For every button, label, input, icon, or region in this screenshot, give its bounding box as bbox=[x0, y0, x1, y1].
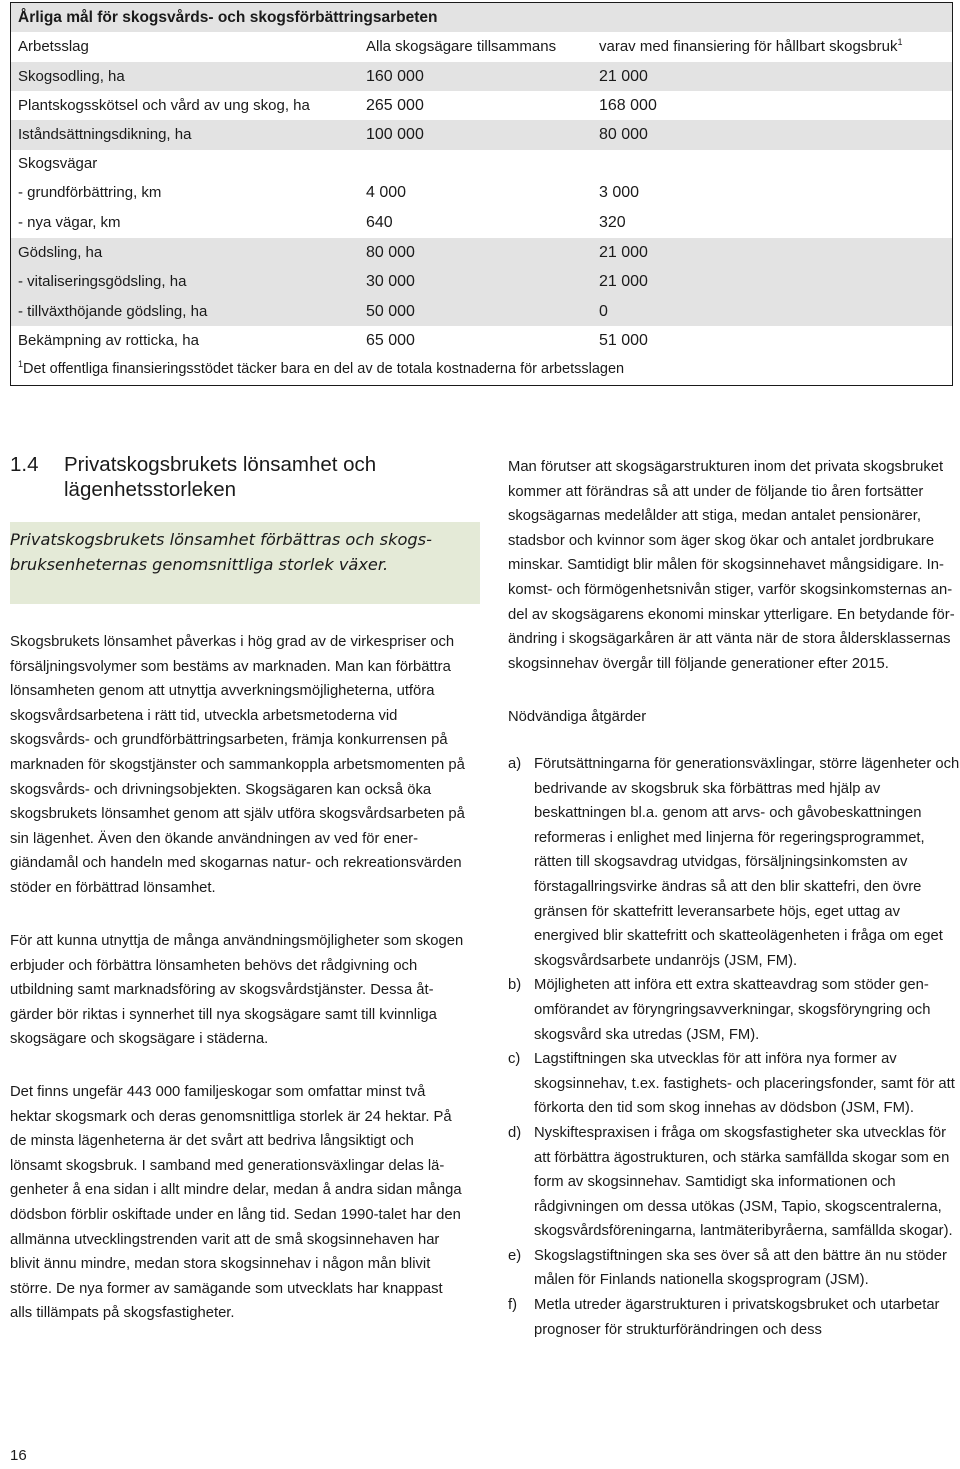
body-paragraph: För att kunna utnyttja de många användningsmöjligheter som skogen erbjuder och förbättra lönsamheten behövs det rådgivning och utbildning samt marknadsföring av skogsvårdstjänster. Dessa åtgärder bör riktas i synnerhet till nya skogsägare samt till kvinnliga skogsägare och skogsägare i städerna. bbox=[10, 933, 464, 1048]
list-item: c) Lagstiftningen ska utvecklas för att införa nya former av skogsinnehav, t.ex. fastighets- och placeringsfonder, samt för att förkorta den tid som skog innehas av dödsbon (JSM, FM). bbox=[508, 1051, 955, 1117]
table-row: - vitaliseringsgödsling, ha 30 000 21 000 bbox=[11, 267, 952, 297]
table-row: - tillväxthöjande gödsling, ha 50 000 0 bbox=[11, 297, 952, 326]
page-number: 16 bbox=[10, 1447, 27, 1464]
section-title: Privatskogsbrukets lönsamhet och lägenhetsstorleken bbox=[64, 453, 377, 501]
list-item: d) Nyskiftespraxisen i fråga om skogsfastigheter ska utvecklas för att förbättra ägostrukturen, och stärka samfällda skogar som en form av skogsinnehav. Samtidigt ska informationen och rådgivningen om dessa utökas (JSM, Tapio, skogscentralerna, skogsvårdsföreningarna, lantmäteribyråerna, samfällda skogar). bbox=[508, 1124, 953, 1240]
list-item: f) Metla utreder ägarstrukturen i privatskogsbruket och utarbetar prognoser för strukturförändringen och dess bbox=[508, 1297, 940, 1338]
table-row: - grundförbättring, km 4 000 3 000 bbox=[18, 184, 640, 201]
header-financed: varav med finansiering för hållbart skogsbruk$^1$ bbox=[599, 37, 903, 55]
goals-table bbox=[10, 2, 953, 386]
measures-list bbox=[508, 752, 960, 1342]
header-arbetsslag: Arbetsslag bbox=[18, 38, 89, 55]
table-row: Plantskogsskötsel och vård av ung skog, ha 265 000 168 000 bbox=[18, 97, 657, 114]
measures-heading: Nödvändiga åtgärder bbox=[508, 709, 647, 725]
section-number: 1.4 bbox=[10, 453, 39, 476]
lead-box bbox=[10, 522, 480, 604]
table-title: Årliga mål för skogsvårds- och skogsförbättringsarbeten bbox=[11, 3, 952, 32]
table-header-row bbox=[11, 38, 952, 62]
list-item: e) Skogslagstiftningen ska ses över så att den bättre än nu stöder målen för Finlands nationella skogsprogram (JSM). bbox=[508, 1247, 947, 1289]
list-item: b) Möjligheten att införa ett extra skatteavdrag som stöder genomförandet av föryngringsavverkningar, skogsföryngring och skogsvård ska utredas (JSM, FM). bbox=[508, 977, 931, 1043]
table-row: Bekämpning av rotticka, ha 65 000 51 000 bbox=[18, 332, 648, 349]
body-paragraph: Det finns ungefär 443 000 familjeskogar som omfattar minst två hektar skogsmark och deras genomsnittliga storlek är 24 hektar. På de minsta lägenheterna är det svårt att bedriva långsiktigt och lönsamt skogsbruk. I samband med generationsväxlingar delas lägenheter å ena sidan i allt mindre delar, medan å andra sidan många dödsbon förblir oskiftade under en lång tid. Sedan 1990-talet har den allmänna utvecklingstrenden varit att de små skogsinnehaven har blivit ännu mindre, medan stora skogsinnehav i någon mån blivit större. De nya former av samägande som utvecklats har knappast alls tillämpats på skogsfastigheter. bbox=[10, 1084, 462, 1322]
lead-text: Privatskogsbrukets lönsamhet förbättras och skogsbruksenheternas genomsnittliga storlek växer. bbox=[10, 530, 432, 574]
body-paragraph: Skogsbrukets lönsamhet påverkas i hög grad av de virkespriser och försäljningsvolymer som bestäms av marknaden. Man kan förbättra lönsamheten genom att utnyttja avverkningsmöjligheterna, utföra skogsvårdsarbetena i rätt tid, utveckla arbetsmetoderna vid skogsvårds- och grundförbättringsarbeten, främja konkurrensen på marknaden för skogstjänster och sammankoppla arbetsmomenten på skogsvårds- och drivningsobjekten. Skogsägaren kan också öka skogsbrukets lönsamhet genom att själv utföra skogsvårdsarbeten på sin lägenhet. Även den ökande användningen av ved för energiändamål och handeln med skogarnas natur- och rekreationsvärden stöder en förbättrad lönsamhet. bbox=[10, 634, 465, 896]
table-row: Skogsvägar bbox=[18, 155, 98, 172]
right-paragraph: Man förutser att skogsägarstrukturen inom det privata skogsbruket kommer att förändras så att under de följande tio åren fortsätter skogsägarnas medelålder att stiga, medan antalet pensionärer, stadsbor och kvinnor som äger skog ökar och antalet jordbrukare minskar. Samtidigt blir målen för skogsinnehavet mångsidigare. Inkomst- och förmögenhetsnivån stiger, varför skogsinkomsternas andel av skogsägarens ekonomi minskar ytterligare. En betydande förändring i skogsägarkåren är att vänta när de stora åldersklassernas skogsinnehav övergår till följande generationer efter 2015. bbox=[508, 459, 955, 672]
list-item: a) Förutsättningarna för generationsväxlingar, större lägenheter och bedrivande av skogsbruk ska förbättras med hjälp av beskattningen bl.a. genom att arvs- och gåvobeskattningen reformeras i enlighet med linjerna för regeringsprogrammet, rätten till skogsavdrag utvidgas, försäljningsinkomsten av förstagallringsvirke ändras så att den blir skattefri, den övre gränsen för skattefritt leveransarbete höjs, eget uttag av energived blir skattefritt och skatteolägenheten i fråga om eget skogsvårdsarbete undanröjs (JSM, FM). bbox=[508, 756, 960, 969]
table-row: Skogsodling, ha 160 000 21 000 bbox=[11, 62, 952, 91]
table-footnote: $^1$Det offentliga finansieringsstödet täcker bara en del av de totala kostnaderna för arbetsslagen bbox=[18, 359, 625, 377]
header-all-owners: Alla skogsägare tillsammans bbox=[366, 38, 557, 55]
table-row: - nya vägar, km 640 320 bbox=[18, 214, 626, 231]
table-row: Gödsling, ha 80 000 21 000 bbox=[11, 238, 952, 267]
table-row: Iståndsättningsdikning, ha 100 000 80 000 bbox=[11, 120, 952, 150]
